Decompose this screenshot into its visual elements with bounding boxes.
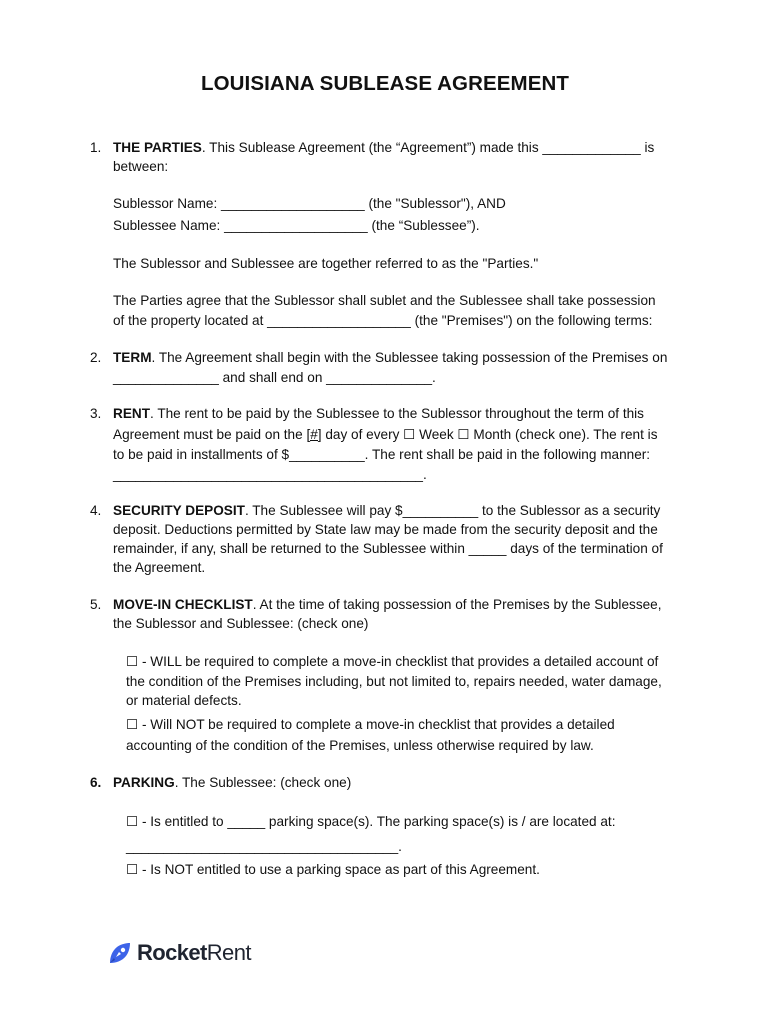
section-4-line-2: deposit. Deductions permitted by State law may be made from the security deposit and the (113, 522, 658, 537)
section-5-number: 5. (90, 597, 102, 612)
section-6-number-text: 6. (90, 775, 102, 790)
checklist-option-will-not-line-1: ☐ - Will NOT be required to complete a move-in checklist that provides a detailed (126, 717, 615, 732)
section-2-line-2: ______________ and shall end on ______________. (113, 370, 436, 385)
logo-wordmark (137, 940, 251, 966)
rent-day-placeholder: [#] (306, 427, 322, 442)
sublessee-name-line: Sublessee Name: ___________________ (the “Sublessee”). (113, 218, 480, 233)
section-3-line-1 (113, 405, 644, 423)
section-6-line-1 (113, 774, 351, 792)
document-title: LOUISIANA SUBLEASE AGREEMENT (200, 72, 570, 95)
section-1-line-1 (113, 139, 654, 157)
sublessor-name-line: Sublessor Name: ___________________ (the "Sublessor"), AND (113, 196, 506, 211)
section-3-line-4: _________________________________________. (113, 467, 427, 482)
section-5-line-2: the Sublessor and Sublessee: (check one) (113, 616, 369, 631)
checklist-option-will-line-3: or material defects. (126, 693, 242, 708)
parties-definition: The Sublessor and Sublessee are together referred to as the "Parties." (113, 256, 539, 271)
section-3-number: 3. (90, 406, 102, 421)
section-3-line-3: to be paid in installments of $__________. The rent shall be paid in the following manner: (113, 447, 651, 462)
logo-word-rent: Rent (206, 940, 251, 965)
section-3-line-2 (113, 426, 658, 444)
section-5-line-1 (113, 596, 662, 614)
section-3-line-2-end: day of every ☐ Week ☐ Month (check one). The rent is (321, 427, 658, 442)
section-2-heading: TERM (113, 350, 152, 365)
section-2-text: . The Agreement shall begin with the Sublessee taking possession of the Premises on (151, 350, 668, 365)
parking-option-entitled-line-1: ☐ - Is entitled to _____ parking space(s). The parking space(s) is / are located at: (126, 814, 616, 829)
section-4-number: 4. (90, 503, 102, 518)
section-2-line-1 (113, 349, 667, 367)
section-3-text: . The rent to be paid by the Sublessee to the Sublessor throughout the term of this (150, 406, 644, 421)
section-1-text: . This Sublease Agreement (the “Agreement”) made this _____________ is (201, 140, 655, 155)
checklist-option-will-not-line-2: accounting of the condition of the Premises, unless otherwise required by law. (126, 738, 594, 753)
section-1-heading: THE PARTIES (113, 140, 202, 155)
parties-agree-line-2: of the property located at ___________________ (the "Premises") on the following terms: (113, 313, 653, 328)
rocket-icon (106, 939, 134, 967)
section-3-heading: RENT (113, 406, 151, 421)
logo-word-rocket: Rocket (137, 940, 207, 965)
section-6-text: . The Sublessee: (check one) (174, 775, 352, 790)
section-4-line-1 (113, 502, 660, 520)
section-2-number: 2. (90, 350, 102, 365)
parking-option-not-entitled: ☐ - Is NOT entitled to use a parking space as part of this Agreement. (126, 862, 540, 877)
checklist-option-will-line-2: the condition of the Premises including, but not limited to, repairs needed, water damage, (126, 674, 662, 689)
section-3-line-2-start: Agreement must be paid on the (113, 427, 307, 442)
section-5-text: . At the time of taking possession of the Premises by the Sublessee, (252, 597, 662, 612)
section-4-text: . The Sublessee will pay $__________ to the Sublessor as a security (244, 503, 661, 518)
parking-option-entitled-line-2: ____________________________________. (126, 839, 402, 854)
section-4-line-4: the Agreement. (113, 560, 206, 575)
section-4-line-3: remainder, if any, shall be returned to the Sublessee within _____ days of the termination of (113, 541, 663, 556)
section-6-heading: PARKING (113, 775, 175, 790)
parties-agree-line-1: The Parties agree that the Sublessor shall sublet and the Sublessee shall take possession (113, 293, 656, 308)
section-6-number (90, 774, 101, 792)
checklist-option-will-line-1: ☐ - WILL be required to complete a move-in checklist that provides a detailed account of (126, 654, 659, 669)
section-1-number: 1. (90, 140, 102, 155)
rocketrent-logo (106, 937, 251, 969)
section-4-heading: SECURITY DEPOSIT (113, 503, 245, 518)
section-5-heading: MOVE-IN CHECKLIST (113, 597, 253, 612)
section-1-line-2: between: (113, 159, 169, 174)
